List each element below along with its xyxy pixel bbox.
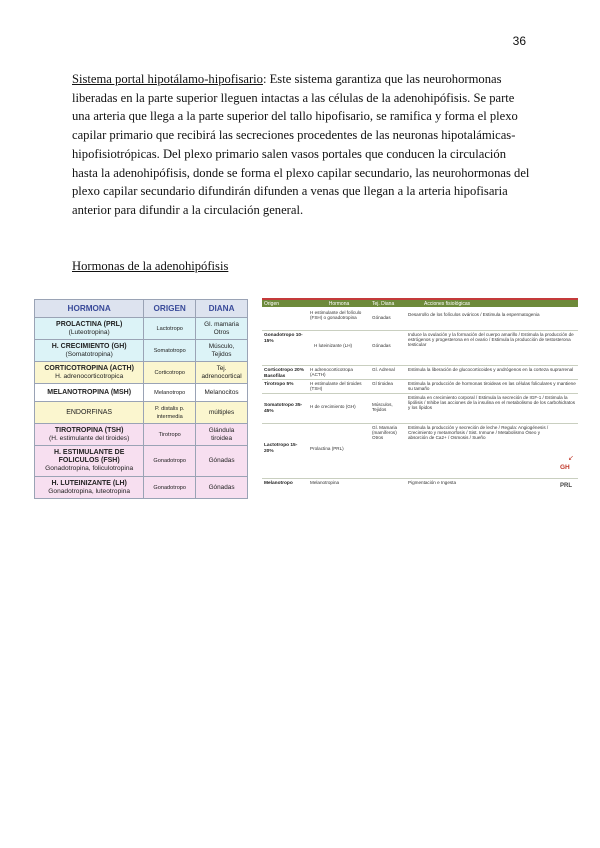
target-cell xyxy=(370,479,406,491)
body-paragraph xyxy=(72,70,530,220)
table-row xyxy=(262,479,578,491)
arrow-icon: ↙ xyxy=(568,455,574,462)
hormone-cell: H. CRECIMIENTO (GH) (Somatotropina) xyxy=(35,340,144,362)
target-cell: Gl. Mamaria (mamíferos) Otros xyxy=(372,425,398,440)
hormone-cell: H. LUTEINIZANTE (LH) Gonadotropina, luteotropina xyxy=(35,477,144,499)
hormone-cell: H. ESTIMULANTE DE FOLICULOS (FSH) Gonadotropina, foliculotropina xyxy=(35,446,144,477)
hormone-cell: MELANOTROPINA (MSH) xyxy=(35,384,144,402)
table-row xyxy=(262,331,578,366)
origin-cell xyxy=(262,307,308,330)
table-row xyxy=(262,380,578,394)
hormone-cell: Prolactina (PRL) xyxy=(310,446,344,451)
origin-cell: Tirotropo 5% xyxy=(264,382,294,387)
hormone-cell: CORTICOTROPINA (ACTH) H. adrenocorticotropica xyxy=(35,362,144,384)
target-cell: Gónadas xyxy=(196,477,248,499)
origin-cell: Somatotropo xyxy=(144,340,196,362)
target-cell: Gl. Adrenal xyxy=(372,367,395,372)
table-row xyxy=(35,402,248,424)
target-cell: Gónadas xyxy=(372,315,391,320)
header-tej-diana: Tej. Diana xyxy=(372,300,395,307)
table-row xyxy=(35,446,248,477)
header-origen: ORIGEN xyxy=(144,300,196,318)
physiology-table-header xyxy=(262,298,578,307)
origin-cell: Corticotropo 20% Basofilas xyxy=(264,368,304,379)
section-heading: Hormonas de la adenohipófisis xyxy=(72,259,229,273)
prl-label: PRL xyxy=(560,483,572,489)
target-cell: múltiples xyxy=(196,402,248,424)
target-cell: Músculo, Tejidos xyxy=(196,340,248,362)
origin-cell: Corticotropo xyxy=(144,362,196,384)
target-cell: Melanocitos xyxy=(196,384,248,402)
header-origen: Origen xyxy=(264,300,280,307)
origin-cell: Gonadotropo xyxy=(144,477,196,499)
hormone-cell: PROLACTINA (PRL) (Luteotropina) xyxy=(35,318,144,340)
target-cell: Glándula tiroidea xyxy=(196,424,248,446)
header-diana: DIANA xyxy=(196,300,248,318)
actions-cell: Estimula la producción de hormonas tiroideas en las células foliculares y mantiene su tamaño xyxy=(408,381,576,391)
target-cell: Gónadas xyxy=(372,343,391,348)
table-row xyxy=(262,424,578,479)
hormone-table-header xyxy=(35,300,248,318)
table-row xyxy=(262,366,578,380)
header-hormona: HORMONA xyxy=(35,300,144,318)
hormone-cell: H de crecimiento (GH) xyxy=(310,404,356,409)
header-hormona: Hormona xyxy=(328,300,350,307)
origin-cell: Tirotropo xyxy=(144,424,196,446)
page-number: 36 xyxy=(512,34,526,48)
table-row xyxy=(35,424,248,446)
actions-cell: Estimula en crecimiento corporal / Estimula la secreción de IGF-1 / Estimula la lipólisis / Inhibe las acciones de la insulina en el metabolismo de los carbohidratos y los lípidos xyxy=(408,395,575,410)
hormone-cell: H luteinizante (LH) xyxy=(314,343,353,348)
hormone-cell: ENDORFINAS xyxy=(35,402,144,424)
actions-cell: Pigmentación e Ingesta xyxy=(408,480,457,485)
hormone-table xyxy=(34,299,248,499)
origin-cell: Lactotropo 15-20% xyxy=(264,443,298,454)
origin-cell: Gonadotropo xyxy=(144,446,196,477)
origin-cell: Melanotropo xyxy=(144,384,196,402)
gh-label: GH xyxy=(560,464,570,471)
table-row xyxy=(35,384,248,402)
target-cell: Gl tiroidea xyxy=(372,381,393,386)
hormone-cell: H adrenocorticotropa (ACTH) xyxy=(310,367,353,377)
origin-cell: Gonadotropo 10-15% xyxy=(264,333,303,344)
gh-prl-illustration xyxy=(556,454,576,494)
hormone-cell: H estimulante del tiroides (TSH) xyxy=(310,381,362,391)
hormone-cell: Melanotropina xyxy=(310,480,340,485)
table-row xyxy=(35,362,248,384)
physiology-table xyxy=(262,298,578,491)
hormone-cell: TIROTROPINA (TSH) (H. estimulante del tiroides) xyxy=(35,424,144,446)
origin-cell: Melanotropo xyxy=(264,481,293,486)
table-row xyxy=(35,340,248,362)
table-row xyxy=(262,394,578,424)
origin-cell: Somatotropo 35-45% xyxy=(264,403,303,414)
hormone-cell: H estimulante del folículo (FSH) o gonadotropina xyxy=(310,310,362,320)
target-cell: Gónadas xyxy=(196,446,248,477)
table-row xyxy=(262,307,578,331)
actions-cell: Induce la ovulación y la formación del cuerpo amarillo / Estimula la producción de estrógenos y progesterona en el ovario / Estimula la producción de testosterona testicular xyxy=(408,332,574,347)
actions-cell: Desarrollo de los folículos ováricos / Estimula la espermatogenia xyxy=(408,312,540,317)
paragraph-title: Sistema portal hipotálamo-hipofisario xyxy=(72,72,263,86)
table-row xyxy=(35,318,248,340)
target-cell: Músculos, Tejidos xyxy=(372,402,393,412)
table-row xyxy=(35,477,248,499)
origin-cell: Lactotropo xyxy=(144,318,196,340)
paragraph-body: : Este sistema garantiza que las neurohormonas liberadas en la parte superior lleguen intactas a las células de la adenohipófisis. Se parte una arteria que llega a la parte superior del tallo hipofisario, se ramifica y forma el plexo capilar primario que recibirá las secreciones procedentes de las neuronas hipotalámicas-hipofisiotrópicas. Del plexo primario salen vasos portales que conducen la circulación hasta la adenohipófisis, donde se forma el plexo capilar secundario, las neurohormonas del plexo capilar secundario difundirán difunden a venas que llegan a la arteria hipofisaria anterior para difundir a la circulación general. xyxy=(72,72,530,217)
actions-cell: Estimula la producción y secreción de leche / Regula: Angiogénesis / Crecimiento y metamorfosis / Sist. Inmune / Metabolismo Óseo y absorción de Ca2+ / Osmosis / Sueño xyxy=(408,425,549,440)
target-cell: Tej. adrenocortical xyxy=(196,362,248,384)
origin-cell: P. distalis p. intermedia xyxy=(144,402,196,424)
target-cell: Gl. mamaria Otros xyxy=(196,318,248,340)
actions-cell: Estimula la liberación de glucocorticoides y andrógenos en la corteza suprarrenal xyxy=(408,367,574,372)
header-acciones: Acciones fisiológicas xyxy=(424,300,471,307)
